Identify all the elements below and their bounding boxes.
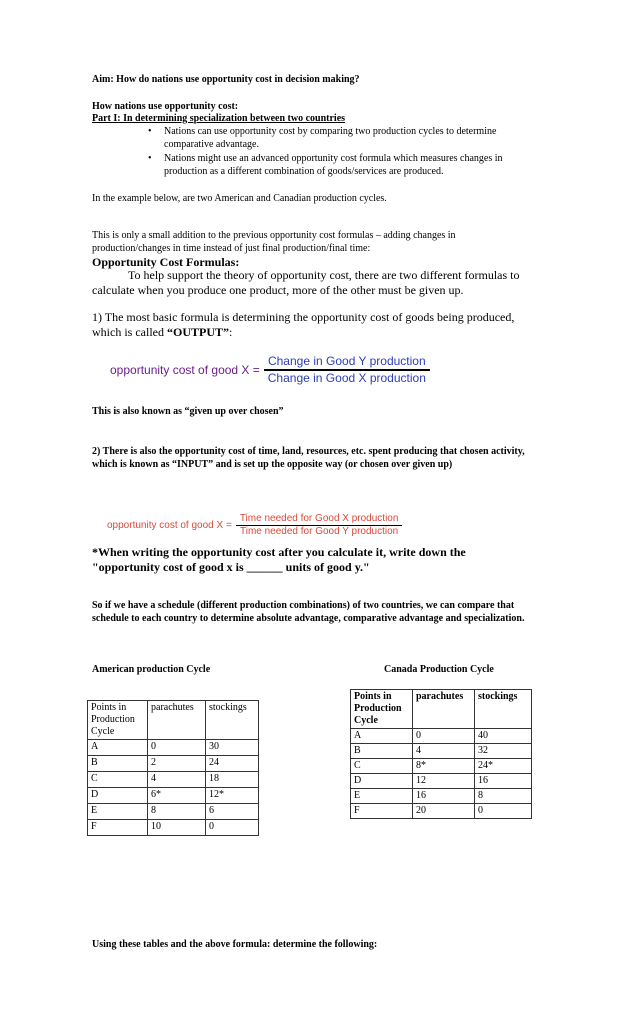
table-row bbox=[351, 744, 532, 759]
output-formula bbox=[110, 354, 430, 386]
footer-instruction: Using these tables and the above formula: determine the following: bbox=[92, 939, 378, 950]
cell: 12 bbox=[413, 774, 475, 789]
cell: D bbox=[351, 774, 413, 789]
canada-table-title: Canada Production Cycle bbox=[384, 664, 494, 675]
cell: F bbox=[351, 804, 413, 819]
table-row bbox=[351, 759, 532, 774]
bullet-list bbox=[146, 125, 526, 178]
cell: 6 bbox=[206, 804, 259, 820]
input-formula bbox=[107, 513, 402, 538]
cell: 20 bbox=[413, 804, 475, 819]
formula1-lhs: opportunity cost of good X = bbox=[110, 362, 260, 377]
cell: 8* bbox=[413, 759, 475, 774]
cell: C bbox=[351, 759, 413, 774]
formula1-numerator: Change in Good Y production bbox=[267, 354, 426, 368]
cell: F bbox=[88, 820, 148, 836]
cell: 18 bbox=[206, 772, 259, 788]
table-header-row bbox=[88, 701, 259, 740]
given-up-note: This is also known as “given up over chosen” bbox=[92, 406, 284, 417]
formula2-numerator: Time needed for Good X production bbox=[239, 513, 399, 524]
cell: 0 bbox=[206, 820, 259, 836]
cell: 12* bbox=[206, 788, 259, 804]
cell: 24 bbox=[206, 756, 259, 772]
cell: 16 bbox=[475, 774, 532, 789]
cell: B bbox=[351, 744, 413, 759]
table-header-row bbox=[351, 690, 532, 729]
header-stockings: stockings bbox=[206, 701, 259, 740]
cell: 8 bbox=[475, 789, 532, 804]
bullet-item: • Nations can use opportunity cost by comparing two production cycles to determine comparative advantage. bbox=[146, 125, 526, 151]
cell: 32 bbox=[475, 744, 532, 759]
cell: 16 bbox=[413, 789, 475, 804]
formulas-intro: To help support the theory of opportunity cost, there are two different formulas to calculate when you produce one product, more of the other must be given up. bbox=[92, 268, 520, 297]
schedule-text: So if we have a schedule (different production combinations) of two countries, we can compare that schedule to each country to determine absolute advantage, comparative advantage and specialization. bbox=[92, 600, 525, 624]
table-row bbox=[88, 772, 259, 788]
header-points: Points in Production Cycle bbox=[88, 701, 148, 740]
table-row bbox=[351, 804, 532, 819]
cell: 8 bbox=[148, 804, 206, 820]
part1-heading: Part I: In determining specialization between two countries bbox=[92, 113, 346, 124]
formula2-denominator: Time needed for Good Y production bbox=[239, 526, 399, 537]
output-intro-colon: : bbox=[229, 325, 233, 339]
output-intro bbox=[92, 310, 532, 340]
cell: 0 bbox=[413, 729, 475, 744]
cell: A bbox=[88, 740, 148, 756]
table-row bbox=[88, 788, 259, 804]
output-intro-text: 1) The most basic formula is determining the opportunity cost of goods being produced, which is called bbox=[92, 310, 515, 339]
header-points: Points in Production Cycle bbox=[351, 690, 413, 729]
cell: 10 bbox=[148, 820, 206, 836]
header-parachutes: parachutes bbox=[148, 701, 206, 740]
table-row bbox=[88, 756, 259, 772]
cell: 2 bbox=[148, 756, 206, 772]
cell: 4 bbox=[148, 772, 206, 788]
table-row bbox=[88, 740, 259, 756]
cell: D bbox=[88, 788, 148, 804]
addition-text: This is only a small addition to the previous opportunity cost formulas – adding changes in production/changes in time instead of just final production/final time: bbox=[92, 230, 456, 254]
cell: 40 bbox=[475, 729, 532, 744]
table-row bbox=[88, 804, 259, 820]
output-keyword: “OUTPUT” bbox=[166, 325, 229, 339]
aim-line: Aim: How do nations use opportunity cost in decision making? bbox=[92, 74, 360, 85]
cell: 24* bbox=[475, 759, 532, 774]
american-table bbox=[87, 700, 259, 836]
cell: 0 bbox=[148, 740, 206, 756]
cell: 0 bbox=[475, 804, 532, 819]
formulas-heading: Opportunity Cost Formulas: bbox=[92, 255, 240, 269]
cell: 6* bbox=[148, 788, 206, 804]
formula2-fraction bbox=[236, 513, 403, 538]
cell: 30 bbox=[206, 740, 259, 756]
cell: E bbox=[351, 789, 413, 804]
cell: E bbox=[88, 804, 148, 820]
formula1-fraction bbox=[264, 354, 430, 386]
input-text: 2) There is also the opportunity cost of time, land, resources, etc. spent producing that chosen activity, which is known as “INPUT” and is set up the opposite way (or chosen over given up) bbox=[92, 446, 525, 470]
table-row bbox=[88, 820, 259, 836]
header-parachutes: parachutes bbox=[413, 690, 475, 729]
table-row bbox=[351, 789, 532, 804]
cell: 4 bbox=[413, 744, 475, 759]
how-heading: How nations use opportunity cost: bbox=[92, 101, 239, 112]
table-row bbox=[351, 729, 532, 744]
example-text: In the example below, are two American and Canadian production cycles. bbox=[92, 193, 387, 204]
header-stockings: stockings bbox=[475, 690, 532, 729]
canada-table bbox=[350, 689, 532, 819]
formula2-lhs: opportunity cost of good X = bbox=[107, 520, 232, 531]
table-row bbox=[351, 774, 532, 789]
bullet-item: • Nations might use an advanced opportunity cost formula which measures changes in production as a different combination of goods/services are produced. bbox=[146, 152, 526, 178]
cell: A bbox=[351, 729, 413, 744]
cell: B bbox=[88, 756, 148, 772]
writing-note: *When writing the opportunity cost after you calculate it, write down the "opportunity cost of good x is ______ units of good y." bbox=[92, 545, 466, 574]
cell: C bbox=[88, 772, 148, 788]
american-table-title: American production Cycle bbox=[92, 664, 211, 675]
formula1-denominator: Change in Good X production bbox=[267, 370, 426, 385]
